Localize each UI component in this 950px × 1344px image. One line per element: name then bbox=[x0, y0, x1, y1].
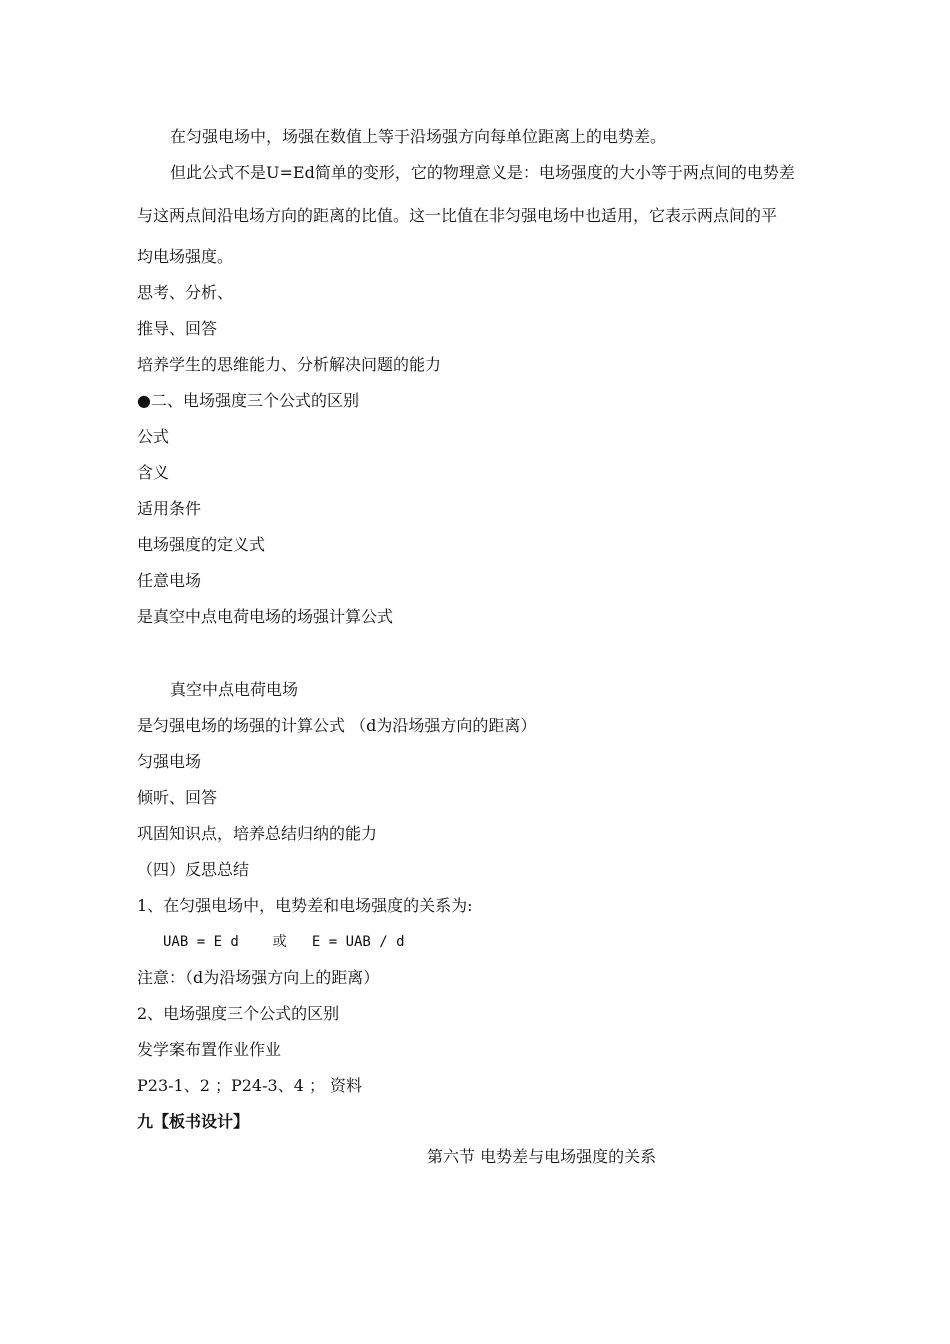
section-heading: ●二、电场强度三个公式的区别 bbox=[137, 391, 359, 410]
text-line: 公式 bbox=[137, 427, 170, 446]
text-line: 匀强电场 bbox=[137, 752, 202, 771]
text-line: P23-1、2 ；P24-3、4 ； 资料 bbox=[137, 1076, 363, 1095]
paragraph-line: 均电场强度。 bbox=[137, 247, 234, 266]
formula-line: UAB = E d 或 E = UAB / d bbox=[163, 934, 405, 950]
section-heading: 九【板书设计】 bbox=[137, 1112, 250, 1131]
text-line: 真空中点电荷电场 bbox=[170, 680, 299, 699]
text-line: 是匀强电场的场强的计算公式 （d为沿场强方向的距离） bbox=[137, 716, 537, 735]
paragraph-line: 在匀强电场中，场强在数值上等于沿场强方向每单位距离上的电势差。 bbox=[170, 127, 667, 146]
text-line: 任意电场 bbox=[137, 571, 202, 590]
text-line: 1、在匀强电场中，电势差和电场强度的关系为: bbox=[137, 896, 473, 915]
text-line: 适用条件 bbox=[137, 499, 202, 518]
text-line: 倾听、回答 bbox=[137, 788, 218, 807]
text-line: 培养学生的思维能力、分析解决问题的能力 bbox=[137, 355, 442, 374]
text-line: 思考、分析、 bbox=[137, 283, 234, 302]
text-line: 推导、回答 bbox=[137, 319, 218, 338]
text-line: 发学案布置作业作业 bbox=[137, 1040, 282, 1059]
text-line: 巩固知识点，培养总结归纳的能力 bbox=[137, 824, 378, 843]
paragraph-line: 与这两点间沿电场方向的距离的比值。这一比值在非匀强电场中也适用，它表示两点间的平 bbox=[137, 206, 778, 225]
text-line: 2、电场强度三个公式的区别 bbox=[137, 1004, 340, 1023]
section-heading: （四）反思总结 bbox=[137, 860, 250, 879]
text-line: 电场强度的定义式 bbox=[137, 535, 266, 554]
paragraph-line: 但此公式不是U=Ed简单的变形，它的物理意义是：电场强度的大小等于两点间的电势差 bbox=[170, 163, 795, 182]
text-line: 注意：（d为沿场强方向上的距离） bbox=[137, 968, 380, 987]
text-line: 是真空中点电荷电场的场强计算公式 bbox=[137, 607, 394, 626]
board-title: 第六节 电势差与电场强度的关系 bbox=[427, 1147, 657, 1166]
text-line: 含义 bbox=[137, 463, 170, 482]
